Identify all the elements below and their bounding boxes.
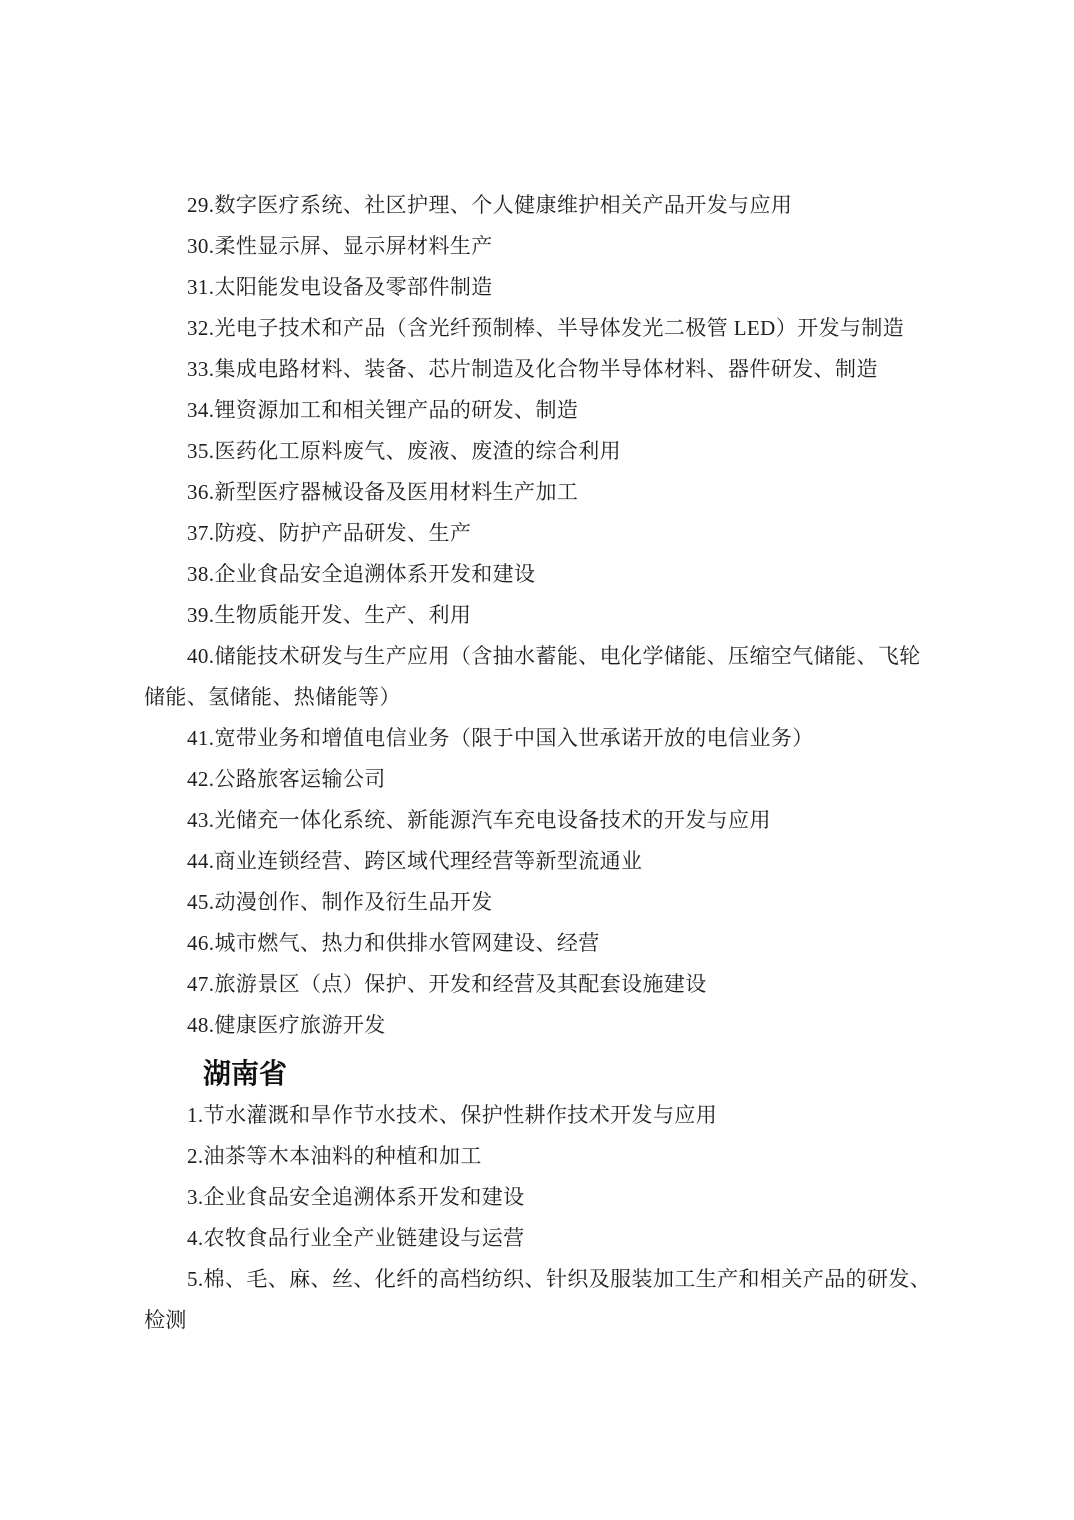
list-item-line: 40.储能技术研发与生产应用（含抽水蓄能、电化学储能、压缩空气储能、飞轮 [187,644,921,668]
section-catalog-items-29-48 [144,185,944,1046]
list-item-line: 48.健康医疗旅游开发 [187,1013,386,1037]
list-item-line: 43.光储充一体化系统、新能源汽车充电设备技术的开发与应用 [187,808,771,832]
list-item-line: 47.旅游景区（点）保护、开发和经营及其配套设施建设 [187,972,707,996]
list-item-line: 46.城市燃气、热力和供排水管网建设、经营 [187,931,600,955]
section-hunan-items-1-5 [144,1095,944,1341]
list-item-line: 36.新型医疗器械设备及医用材料生产加工 [187,480,579,504]
list-item-line: 检测 [144,1308,187,1332]
list-item-line: 37.防疫、防护产品研发、生产 [187,521,472,545]
list-item-line: 34.锂资源加工和相关锂产品的研发、制造 [187,398,579,422]
list-item-line: 44.商业连锁经营、跨区域代理经营等新型流通业 [187,849,643,873]
list-item-line: 45.动漫创作、制作及衍生品开发 [187,890,493,914]
list-item-line: 1.节水灌溉和旱作节水技术、保护性耕作技术开发与应用 [187,1103,718,1127]
list-item-line: 41.宽带业务和增值电信业务（限于中国入世承诺开放的电信业务） [187,726,814,750]
document-body [144,185,944,1341]
list-item-line: 2.油茶等木本油料的种植和加工 [187,1144,482,1168]
list-item-line: 38.企业食品安全追溯体系开发和建设 [187,562,536,586]
list-item-line: 35.医药化工原料废气、废液、废渣的综合利用 [187,439,622,463]
list-item-line: 31.太阳能发电设备及零部件制造 [187,275,493,299]
list-item-line: 储能、氢储能、热储能等） [144,685,401,709]
list-item-line: 3.企业食品安全追溯体系开发和建设 [187,1185,525,1209]
list-item-line: 5.棉、毛、麻、丝、化纤的高档纺织、针织及服装加工生产和相关产品的研发、 [187,1267,932,1291]
list-item-line: 4.农牧食品行业全产业链建设与运营 [187,1226,525,1250]
list-item-line: 42.公路旅客运输公司 [187,767,386,791]
list-item-line: 30.柔性显示屏、显示屏材料生产 [187,234,493,258]
list-item-line: 33.集成电路材料、装备、芯片制造及化合物半导体材料、器件研发、制造 [187,357,878,381]
list-item-line: 29.数字医疗系统、社区护理、个人健康维护相关产品开发与应用 [187,193,793,217]
list-item-line: 32.光电子技术和产品（含光纤预制棒、半导体发光二极管 LED）开发与制造 [187,316,905,340]
province-heading: 湖南省 [203,1058,288,1089]
list-item-line: 39.生物质能开发、生产、利用 [187,603,472,627]
